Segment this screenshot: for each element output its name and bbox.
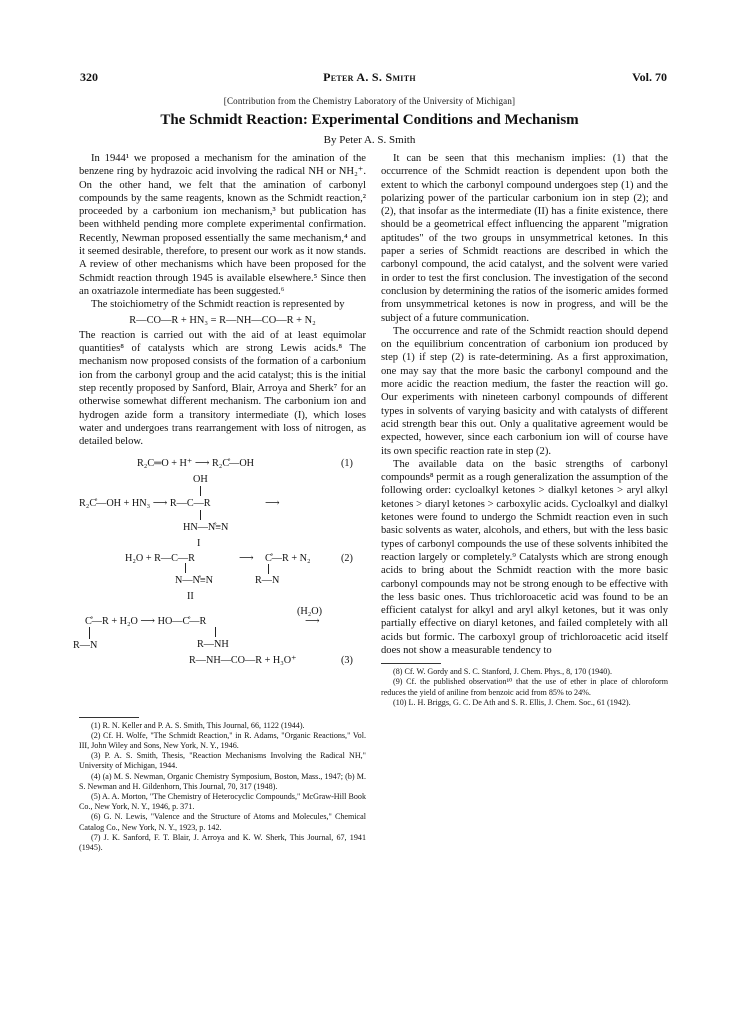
scheme-step3c: N—N̊≡N (175, 574, 214, 586)
footnote: (6) G. N. Lewis, "Valence and the Structure of Atoms and Molecules," Chemical Catalog Co., New York, N. Y., 1923, p. 142. (79, 812, 366, 832)
footnote: (8) Cf. W. Gordy and S. C. Stanford, J. Chem. Phys., 8, 170 (1940). (393, 667, 612, 677)
footnote-rule (79, 717, 139, 718)
equation-number: (2) (341, 552, 353, 564)
footnote: (10) L. H. Briggs, G. C. De Ath and S. R. Ellis, J. Chem. Soc., 61 (1942). (393, 697, 631, 707)
reaction-scheme (73, 455, 366, 713)
bond-line (200, 510, 201, 520)
intermediate-label: I (197, 537, 201, 549)
scheme-step4d: R—NH—CO—R + H₃O⁺ (189, 654, 297, 666)
scheme-arrow: ⟶ (239, 552, 254, 564)
scheme-step2a: R₂C̊—OH + HN₃ ⟶ R—C—R (79, 497, 211, 509)
footnote: (3) P. A. S. Smith, Thesis, "Reaction Mechanisms Involving the Radical NH," University of Michigan, 1944. (79, 751, 366, 771)
intermediate-label: II (187, 590, 194, 602)
bond-line (215, 627, 216, 637)
scheme-step4b: R—N (73, 639, 98, 651)
scheme-step2b: HN—N̊≡N (183, 521, 229, 533)
scheme-oh: OH (193, 473, 208, 485)
scheme-step3d: R—N (255, 574, 280, 586)
footnote-rule (381, 663, 441, 664)
left-column (73, 152, 366, 853)
scheme-arrow: ⟶ (265, 497, 280, 509)
paragraph: The available data on the basic strengths of carbonyl compounds⁸ permit as a rough generalization the assumption of the following order: cycloalkyl ketones > dialkyl ketones > aryl alkyl ketones > diaryl ketones > carboxylic acids. Cycloalkyl and dialkyl ketones were found to undergo the Schmidt reaction even in such basic solvents as water, alcohols, and ethers, but with the less basic types of carbonyl compounds the use of these solvents inhibited the reaction largely or completely.⁹ Catalysts which are strong enough acids to bring about the Schmidt reaction with the more basic carbonyl compounds may not be strong enough to be effective with the less basic ones. Thus trichloroacetic acid was found to be an efficient catalyst for alkyl and aryl alkyl ketones, but it was only partially effective on diaryl ketones, and failed completely with all acids but formic. The carboxyl group of trichloroacetic acid itself does not show a measurable tendency to (381, 458, 668, 656)
bond-line (89, 627, 90, 639)
equation-number: (1) (341, 457, 353, 469)
footnote: (9) Cf. the published observation¹⁰ that the use of ether in place of chloroform reduces the yield of aniline from benzoic acid from 85% to 24%. (381, 677, 668, 697)
paragraph: In 1944¹ we proposed a mechanism for the amination of the benzene ring by hydrazoic acid involving the radical NH or NH₂⁺. On the other hand, we felt that the amination of carbonyl compounds by the same reagents, known as the Schmidt reaction,² proceeded by a carbonium ion mechanism,³ but publication has been withheld pending more complete experimental confirmation. Recently, Newman proposed essentially the same mechanism,⁴ and it seemed desirable, therefore, to present our work as it now stands. A review of other mechanisms which have been proposed for the Schmidt reaction through 1945 is available elsewhere.⁵ Since then an oxatriazole intermediate has been suggested.⁶ (79, 153, 366, 297)
scheme-water: (H₂O) (297, 605, 323, 617)
scheme-step4c: R—NH (197, 638, 229, 650)
paragraph: The stoichiometry of the Schmidt reaction is represented by (91, 299, 345, 311)
footnote: (4) (a) M. S. Newman, Organic Chemistry Symposium, Boston, Mass., 1947; (b) M. S. Newman and H. Gildenhorn, This Journal, 70, 317 (1948). (79, 771, 366, 791)
paragraph: It can be seen that this mechanism implies: (1) that the occurrence of the Schmidt reaction is dependent upon both the extent to which the carbonyl compound undergoes step (1) and the polarizing power of the particular carbonium ion in step (2); and (2), that insofar as the intermediate (II) has a finite existence, there should be a geometrical effect influencing the apparent "migration aptitudes" of the two groups in unsymmetrical ketones. In this paper a series of Schmidt reactions are described in which the carbonyl compound, the acid catalyst, and the solvent were varied in order to test the first conclusion. The investigation of the second conclusion by determining the ratios of the isomeric amides formed from unsymmetrical ketones is now in progress, and will be the subject of a future communication. (381, 153, 668, 324)
author-byline: By Peter A. S. Smith (323, 134, 416, 146)
paragraph: The reaction is carried out with the aid of at least equimolar quantities⁸ of catalysts which are strong Lewis acids.⁸ The mechanism now proposed consists of the formation of a carbonium ion from the carbonyl group and the acid catalyst; this is the initial step recently proposed by Sanford, Blair, Arroya and Sherk⁷ for an otherwise somewhat different mechanism. The carbonium ion and hydrogen azide form a transitory intermediate (I), which loses water and undergoes trans rearrangement with loss of nitrogen, as detailed below. (79, 329, 366, 448)
footnote: (7) J. K. Sanford, F. T. Blair, J. Arroya and K. W. Sherk, This Journal, 67, 1941 (1945). (79, 832, 366, 852)
contribution-line: [Contribution from the Chemistry Laboratory of the University of Michigan] (223, 96, 516, 106)
right-column (381, 152, 668, 708)
scheme-step3a: H₂O + R—C—R (125, 552, 195, 564)
equation-number: (3) (341, 654, 353, 666)
running-title: Peter A. S. Smith (323, 70, 416, 84)
scheme-arrow: ⟶ (305, 615, 320, 627)
volume-label: Vol. 70 (632, 70, 667, 84)
bond-line (268, 564, 269, 574)
paragraph: The occurrence and rate of the Schmidt reaction should depend on the equilibrium concentration of carbonium ion produced by step (1) if step (2) is rate-determining. As a first approximation, one may say that the more basic the carbonyl compound and the more acidic the reaction medium, the faster the reaction will go. Our experiments with nineteen carbonyl compounds of different types in solvents of varying basicity and with catalysts of different acid strength bear this out. Only a qualitative agreement would be expected, however, since each carbonium ion will of course have its own specific reaction rate in step (2). (381, 325, 668, 457)
article-title: The Schmidt Reaction: Experimental Conditions and Mechanism (160, 112, 579, 128)
footnote: (5) A. A. Morton, "The Chemistry of Heterocyclic Compounds," McGraw-Hill Book Co., New York, N. Y., 1946, p. 371. (79, 791, 366, 812)
scheme-step1: R₂C═O + H⁺ ⟶ R₂C̊—OH (137, 457, 255, 469)
scheme-step3b: C̊—R + N₂ (265, 552, 311, 564)
footnote: (1) R. N. Keller and P. A. S. Smith, This Journal, 66, 1122 (1944). (91, 720, 305, 730)
stoichiometry-equation: R—CO—R + HN₃ = R—NH—CO—R + N₂ (129, 314, 316, 326)
footnote: (2) Cf. H. Wolfe, "The Schmidt Reaction," in R. Adams, "Organic Reactions," Vol. III, John Wiley and Sons, New York, N. Y., 1946. (79, 730, 366, 750)
page-number: 320 (80, 70, 98, 84)
bond-line (200, 486, 201, 496)
scheme-step4a: C̊—R + H₂O ⟶ HO—C̊—R (85, 615, 207, 627)
